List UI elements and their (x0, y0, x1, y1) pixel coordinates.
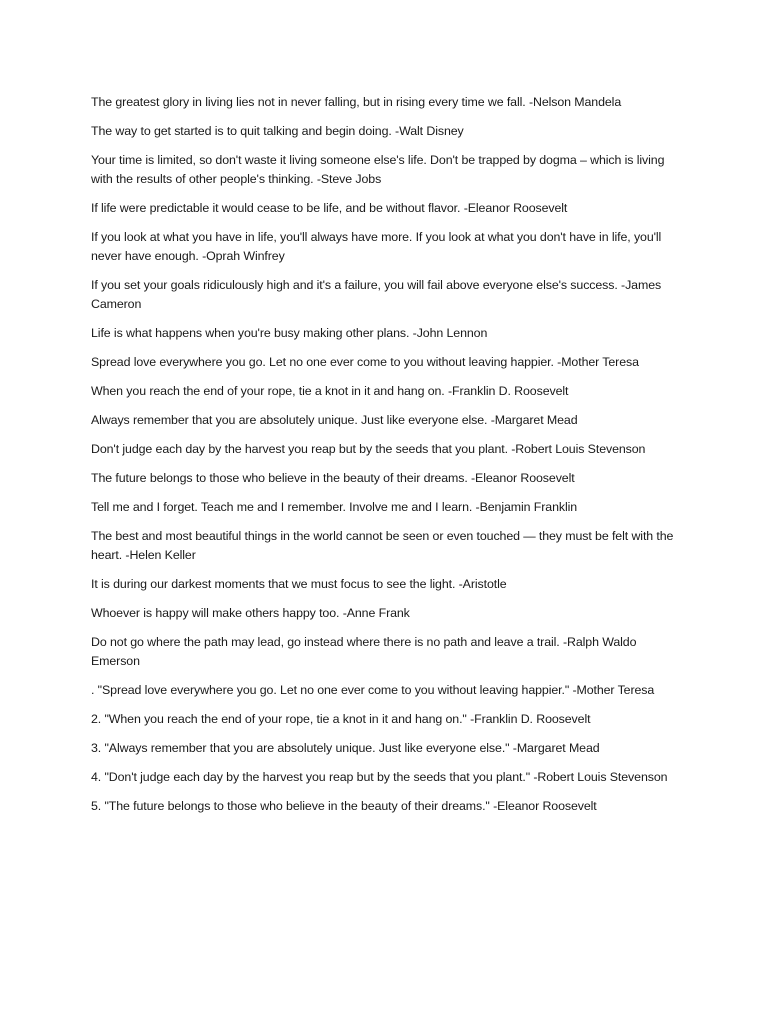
quote-paragraph: The way to get started is to quit talking and begin doing. -Walt Disney (91, 124, 464, 138)
quote-paragraph: If life were predictable it would cease to be life, and be without flavor. -Eleanor Roosevelt (91, 201, 568, 215)
quote-paragraph: The best and most beautiful things in the world cannot be seen or even touched — they must be felt with the heart. -Helen Keller (91, 529, 674, 562)
quote-paragraph: Tell me and I forget. Teach me and I remember. Involve me and I learn. -Benjamin Franklin (91, 500, 578, 514)
quote-paragraph: Do not go where the path may lead, go instead where there is no path and leave a trail. -Ralph Waldo Emerson (91, 635, 637, 668)
quote-paragraph: Always remember that you are absolutely unique. Just like everyone else. -Margaret Mead (91, 413, 578, 427)
quote-paragraph: If you look at what you have in life, you'll always have more. If you look at what you don't have in life, you'll never have enough. -Oprah Winfrey (91, 230, 662, 263)
numbered-quote-paragraph: 5. "The future belongs to those who believe in the beauty of their dreams." -Eleanor Roosevelt (91, 799, 597, 813)
quote-paragraph: The greatest glory in living lies not in never falling, but in rising every time we fall. -Nelson Mandela (91, 95, 622, 109)
quote-paragraph: The future belongs to those who believe in the beauty of their dreams. -Eleanor Roosevelt (91, 471, 575, 485)
quote-paragraph: Spread love everywhere you go. Let no one ever come to you without leaving happier. -Mother Teresa (91, 355, 639, 369)
quote-paragraph: Your time is limited, so don't waste it living someone else's life. Don't be trapped by dogma – which is living with the results of other people's thinking. -Steve Jobs (91, 153, 665, 186)
quote-paragraph: Don't judge each day by the harvest you reap but by the seeds that you plant. -Robert Louis Stevenson (91, 442, 646, 456)
numbered-quote-paragraph: 3. "Always remember that you are absolutely unique. Just like everyone else." -Margaret Mead (91, 741, 600, 755)
quote-paragraph: When you reach the end of your rope, tie a knot in it and hang on. -Franklin D. Roosevelt (91, 384, 569, 398)
quote-paragraph: Life is what happens when you're busy making other plans. -John Lennon (91, 326, 488, 340)
quote-paragraph: If you set your goals ridiculously high and it's a failure, you will fail above everyone else's success. -James Cameron (91, 278, 662, 311)
numbered-quote-paragraph: 2. "When you reach the end of your rope, tie a knot in it and hang on." -Franklin D. Roosevelt (91, 712, 591, 726)
numbered-quote-paragraph: 4. "Don't judge each day by the harvest you reap but by the seeds that you plant." -Robert Louis Stevenson (91, 770, 668, 784)
quote-paragraph: Whoever is happy will make others happy too. -Anne Frank (91, 606, 410, 620)
quote-paragraph: It is during our darkest moments that we must focus to see the light. -Aristotle (91, 577, 507, 591)
numbered-quote-paragraph: . "Spread love everywhere you go. Let no one ever come to you without leaving happier." -Mother Teresa (91, 683, 655, 697)
